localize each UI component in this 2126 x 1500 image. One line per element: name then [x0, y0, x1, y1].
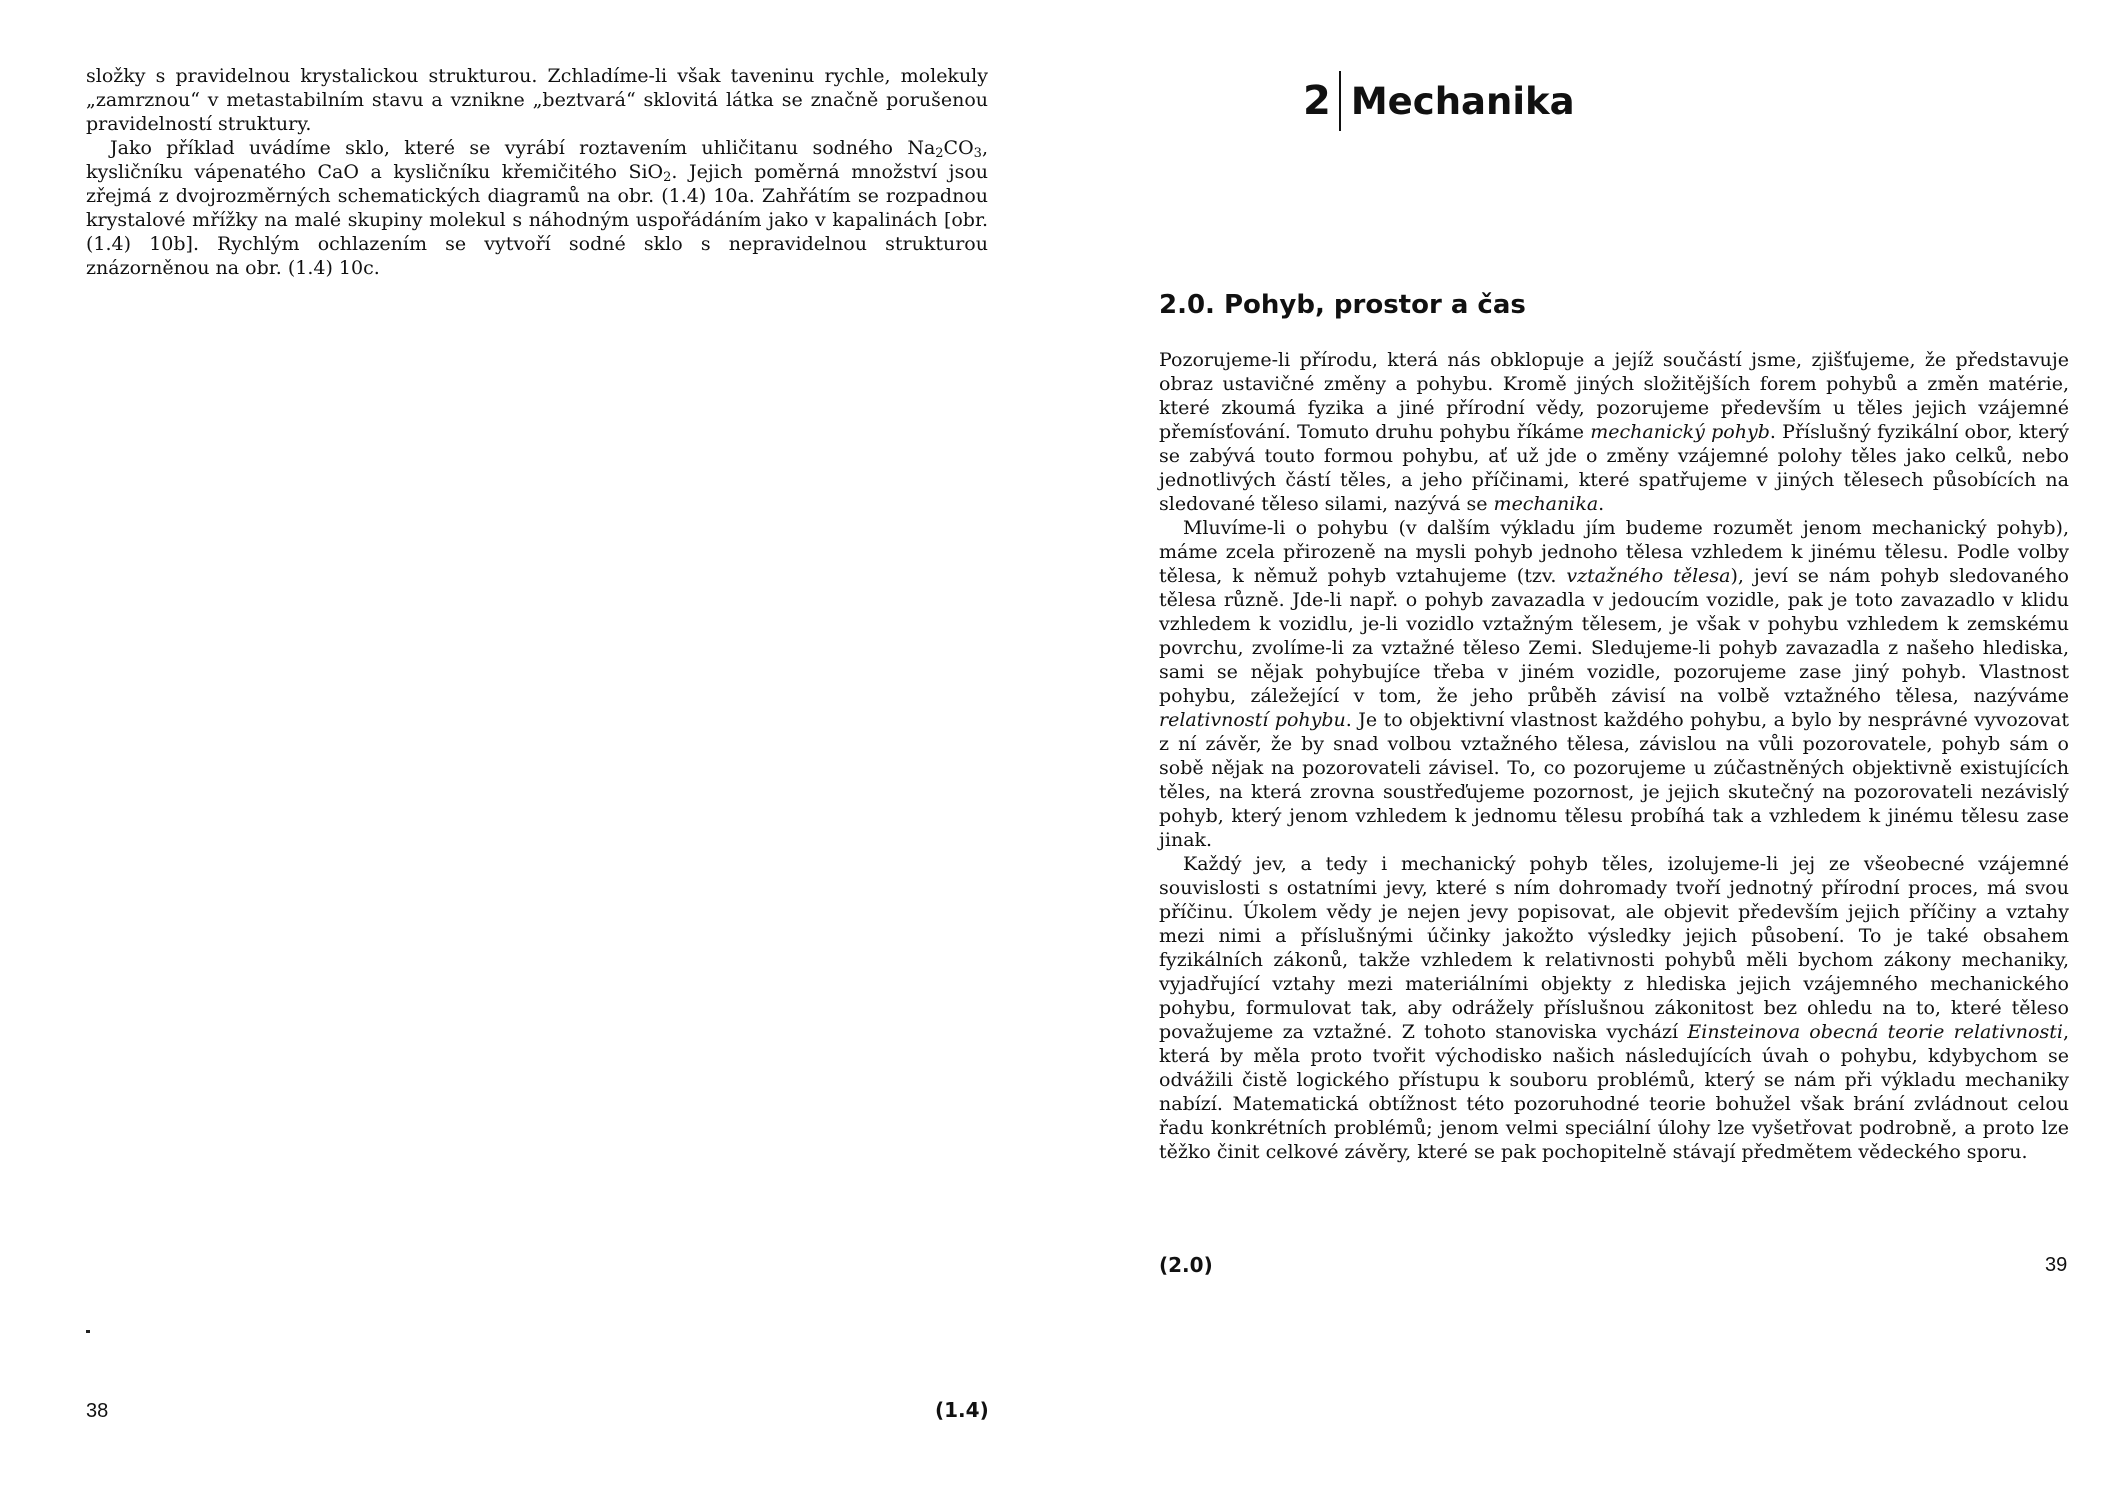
chapter-header: [1303, 70, 1575, 132]
section-heading: 2.0. Pohyb, prostor a čas: [1159, 290, 1526, 320]
italic-term: mechanika: [1493, 493, 1599, 515]
text-run: ), jeví se nám pohyb sledovaného tělesa různě. Jde-li např. o pohyb zavazadla v jedoucím vozidle, pak je toto zavazadlo v klidu vzhledem k vozidlu, je-li vozidlo vztažným tělesem, je však v pohybu vzhledem k zemskému povrchu, zvolíme-li za vztažné těleso Zemi. Sledujeme-li pohyb zavazadla z našeho hlediska, sami se nějak pohybujíce třeba v jiném vozidle, pozorujeme zase jiný pohyb. Vlastnost pohybu, záležející v tom, že jeho průběh závisí na volbě vztažného tělesa, nazýváme: [1159, 565, 2069, 707]
body-paragraph: [1159, 852, 2069, 1164]
text-run: . Jejich poměrná množství jsou zřejmá z dvojrozměrných schematických diagramů na obr. (1.4) 10a. Zahřátím se rozpadnou krystalové mřížky na malé skupiny molekul s náhodným uspořádáním jako v kapalinách [obr. (1.4) 10b]. Rychlým ochlazením se vytvoří sodné sklo s nepravidelnou strukturou znázorněnou na obr. (1.4) 10c.: [86, 161, 988, 279]
body-paragraph: [1159, 348, 2069, 516]
page-number-right: 39: [2045, 1254, 2068, 1276]
right-page-body: [1159, 348, 2069, 1164]
section-ref-left: (1.4): [935, 1398, 989, 1422]
italic-term: vztažného tělesa: [1566, 565, 1731, 587]
italic-term: Einsteinova obecná teorie relativnosti: [1687, 1021, 2063, 1043]
chapter-number: 2: [1303, 78, 1331, 124]
section-ref-right: (2.0): [1159, 1253, 1213, 1277]
body-paragraph: [86, 136, 988, 280]
text-run: .: [1598, 493, 1605, 515]
text-run: , kysličníku vápenatého CaO a kysličníku křemičitého SiO: [86, 137, 988, 183]
text-run: CO: [943, 137, 974, 159]
chapter-divider: [1339, 71, 1341, 131]
subscript: 2: [935, 146, 944, 161]
italic-term: relativností pohybu: [1159, 709, 1346, 731]
stray-dot-mark: [86, 1330, 90, 1333]
body-paragraph: [86, 64, 988, 136]
right-page: [1063, 0, 2126, 1500]
text-run: Jako příklad uvádíme sklo, které se vyrábí roztavením uhličitanu sodného Na: [110, 137, 936, 159]
text-run: složky s pravidelnou krystalickou strukturou. Zchladíme-li však taveninu rychle, molekuly „zamrznou“ v metastabilním stavu a vznikne „beztvará“ sklovitá látka se značně porušenou pravidelností struktury.: [86, 65, 988, 135]
text-run: , která by měla proto tvořit východisko našich následujících úvah o pohybu, kdybychom se odvážili čistě logického přístupu k souboru problémů, který se nám při výkladu mechaniky nabízí. Matematická obtížnost této pozoruhodné teorie bohužel však brání zvládnout celou řadu konkrétních problémů; jenom velmi speciální úlohy lze vyšetřovat podrobně, a proto lze těžko činit celkové závěry, které se pak pochopitelně stávají předmětem vědeckého sporu.: [1159, 1021, 2069, 1163]
italic-term: mechanický pohyb: [1590, 421, 1770, 443]
text-run: . Příslušný fyzikální obor, který se zabývá touto formou pohybu, ať už jde o změny vzájemné polohy těles jako celků, nebo jednotlivých částí těles, a jeho příčinami, které spatřujeme v jiných tělesech působících na sledované těleso silami, nazývá se: [1159, 421, 2070, 515]
page-number-left: 38: [86, 1400, 109, 1422]
text-run: . Je to objektivní vlastnost každého pohybu, a bylo by nesprávné vyvozovat z ní závěr, že by snad volbou vztažného tělesa, závislou na vůli pozorovatele, pohyb sám o sobě nějak na pozorovateli závisel. To, co pozorujeme u zúčastněných objektivně existujících těles, na která zrovna soustřeďujeme pozornost, je jejich skutečný na pozorovateli nezávislý pohyb, který jenom vzhledem k jednomu tělesu probíhá tak a vzhledem k jinému tělesu zase jinak.: [1159, 709, 2069, 851]
text-run: Mluvíme-li o pohybu (v dalším výkladu jím budeme rozumět jenom mechanický pohyb), máme zcela přirozeně na mysli pohyb jednoho tělesa vzhledem k jinému tělesu. Podle volby tělesa, k němuž pohyb vztahujeme (tzv.: [1159, 517, 2069, 587]
text-run: Každý jev, a tedy i mechanický pohyb těles, izolujeme-li jej ze všeobecné vzájemné souvislosti s ostatními jevy, které s ním dohromady tvoří jednotný přírodní proces, má svou příčinu. Úkolem vědy je nejen jevy popisovat, ale objevit především jejich příčiny a vztahy mezi nimi a příslušnými účinky jakožto výsledky jejich působení. To je také obsahem fyzikálních zákonů, takže vzhledem k relativnosti pohybů měli bychom zákony mechaniky, vyjadřující vztahy mezi materiálními objekty z hlediska jejich vzájemného mechanického pohybu, formulovat tak, aby odrážely příslušnou zákonitost bez ohledu na to, které těleso považujeme za vztažné. Z tohoto stanoviska vychází: [1159, 853, 2069, 1043]
left-page-body: [86, 64, 988, 280]
text-run: Pozorujeme-li přírodu, která nás obklopuje a jejíž součástí jsme, zjišťujeme, že představuje obraz ustavičné změny a pohybu. Kromě jiných složitějších forem pohybů a změn matérie, které zkoumá fyzika a jiné přírodní vědy, pozorujeme především u těles jejich vzájemné přemísťování. Tomuto druhu pohybu říkáme: [1159, 349, 2069, 443]
chapter-title: Mechanika: [1350, 79, 1575, 123]
body-paragraph: [1159, 516, 2069, 852]
subscript: 2: [663, 170, 672, 185]
subscript: 3: [973, 146, 982, 161]
